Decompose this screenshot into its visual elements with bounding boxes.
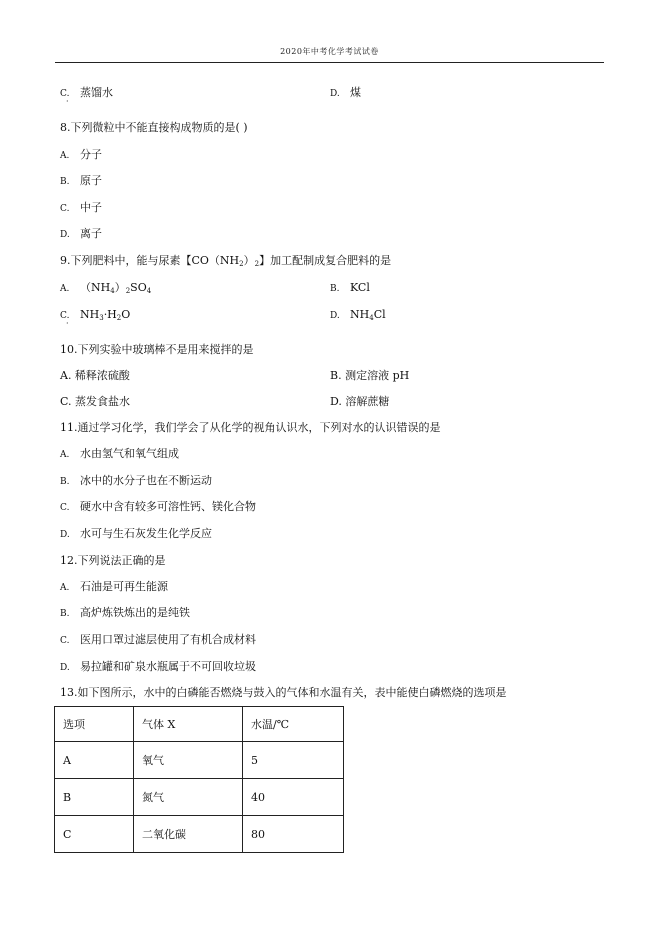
option-letter: A.	[60, 284, 70, 294]
table-header-cell: 气体 X	[134, 707, 243, 742]
table-cell: 氮气	[134, 779, 243, 816]
table-cell: 5	[243, 742, 344, 779]
dot-mark: ·	[66, 319, 69, 328]
option-letter: C.	[60, 89, 70, 99]
formula-part: ·H	[103, 308, 117, 321]
option-text: 原子	[80, 174, 102, 187]
q10-stem: 10.下列实验中玻璃棒不是用来搅拌的是	[60, 343, 254, 356]
table-cell: 40	[243, 779, 344, 816]
option-letter: A.	[60, 151, 70, 161]
q8-option-a	[60, 148, 102, 163]
q13-table	[54, 706, 344, 853]
table-cell: 氧气	[134, 742, 243, 779]
q12-option-a	[60, 580, 168, 595]
subscript: 4	[369, 314, 374, 322]
formula-part: SO	[130, 281, 147, 294]
subscript: 4	[146, 287, 152, 295]
q12-option-c	[60, 633, 256, 648]
option-letter: C.	[60, 636, 70, 646]
table-row	[55, 742, 344, 779]
option-text: 煤	[350, 86, 361, 99]
dot-mark: ·	[66, 97, 69, 106]
table-cell: A	[55, 742, 134, 779]
table-cell: C	[55, 816, 134, 853]
q9-option-a	[60, 281, 151, 298]
q11-stem: 11.通过学习化学，我们学会了从化学的视角认识水，下列对水的认识错误的是	[60, 421, 441, 434]
formula-part: NH	[350, 308, 370, 321]
option-letter: A.	[60, 450, 70, 460]
page-header-title: 2020年中考化学考试试卷	[280, 47, 379, 56]
option-letter: B.	[60, 609, 70, 619]
option-letter: D.	[60, 230, 70, 240]
subscript: 2	[254, 260, 260, 268]
q10-option-b: B. 测定溶液 pH	[330, 369, 410, 382]
formula-part: ）	[114, 281, 126, 294]
q7-option-d	[330, 86, 361, 101]
option-text: 易拉罐和矿泉水瓶属于不可回收垃圾	[80, 660, 256, 673]
q8-stem: 8.下列微粒中不能直接构成物质的是( )	[60, 121, 248, 134]
option-letter: D.	[60, 530, 70, 540]
q8-option-c	[60, 201, 102, 216]
q12-option-d	[60, 660, 256, 675]
table-header-cell: 选项	[55, 707, 134, 742]
option-letter: D.	[60, 663, 70, 673]
header-divider	[55, 62, 604, 63]
option-text: 水由氢气和氧气组成	[80, 447, 179, 460]
option-text: 医用口罩过滤层使用了有机合成材料	[80, 633, 256, 646]
subscript: 2	[116, 314, 122, 322]
option-text: 中子	[80, 201, 102, 214]
table-cell: 80	[243, 816, 344, 853]
q9-stem-part: 】加工配制成复合肥料的是	[259, 254, 392, 267]
q9-stem-part: ）	[243, 254, 255, 267]
option-letter: C.	[60, 204, 70, 214]
q11-option-d	[60, 527, 212, 542]
q8-option-d	[60, 227, 102, 242]
option-text: 蒸馏水	[80, 86, 113, 99]
option-text: 石油是可再生能源	[80, 580, 168, 593]
q11-option-c	[60, 500, 256, 515]
option-text: KCl	[350, 281, 370, 294]
q9-stem-part: 9.下列肥料中，能与尿素【CO（NH	[60, 254, 240, 267]
option-letter: B.	[60, 177, 70, 187]
option-letter: D.	[330, 311, 340, 321]
subscript: 2	[125, 287, 131, 295]
q9-option-b	[330, 281, 370, 296]
table-row	[55, 816, 344, 853]
option-text: 硬水中含有较多可溶性钙、镁化合物	[80, 500, 256, 513]
q10-option-d: D. 溶解蔗糖	[330, 395, 390, 408]
q11-option-a	[60, 447, 179, 462]
q12-stem: 12.下列说法正确的是	[60, 554, 166, 567]
option-text: 水可与生石灰发生化学反应	[80, 527, 212, 540]
table-cell: B	[55, 779, 134, 816]
q11-option-b	[60, 474, 212, 489]
table-header-row	[55, 707, 344, 742]
q9-option-d	[330, 308, 386, 325]
formula-part: NH	[80, 308, 100, 321]
option-letter: B.	[330, 284, 340, 294]
option-letter: C.	[60, 311, 70, 321]
subscript: 3	[99, 314, 104, 322]
formula-part: Cl	[373, 308, 386, 321]
option-letter: A.	[60, 583, 70, 593]
table-header-cell: 水温/℃	[243, 707, 344, 742]
option-text: 高炉炼铁炼出的是纯铁	[80, 606, 190, 619]
q8-option-b	[60, 174, 102, 189]
table-cell: 二氧化碳	[134, 816, 243, 853]
subscript: 4	[110, 287, 115, 295]
option-text: 离子	[80, 227, 102, 240]
formula-part: O	[121, 308, 131, 321]
q12-option-b	[60, 606, 190, 621]
q13-stem: 13.如下图所示，水中的白磷能否燃烧与鼓入的气体和水温有关，表中能使白磷燃烧的选项是	[60, 686, 507, 699]
formula-part: （NH	[80, 281, 111, 294]
option-letter: B.	[60, 477, 70, 487]
table-row	[55, 779, 344, 816]
option-text: 分子	[80, 148, 102, 161]
q9-stem	[60, 254, 391, 271]
q10-option-a: A. 稀释浓硫酸	[60, 369, 130, 382]
option-letter: D.	[330, 89, 340, 99]
q10-option-c: C. 蒸发食盐水	[60, 395, 131, 408]
option-letter: C.	[60, 503, 70, 513]
option-text: 冰中的水分子也在不断运动	[80, 474, 212, 487]
subscript: 2	[239, 260, 244, 268]
q9-option-c	[60, 308, 130, 325]
